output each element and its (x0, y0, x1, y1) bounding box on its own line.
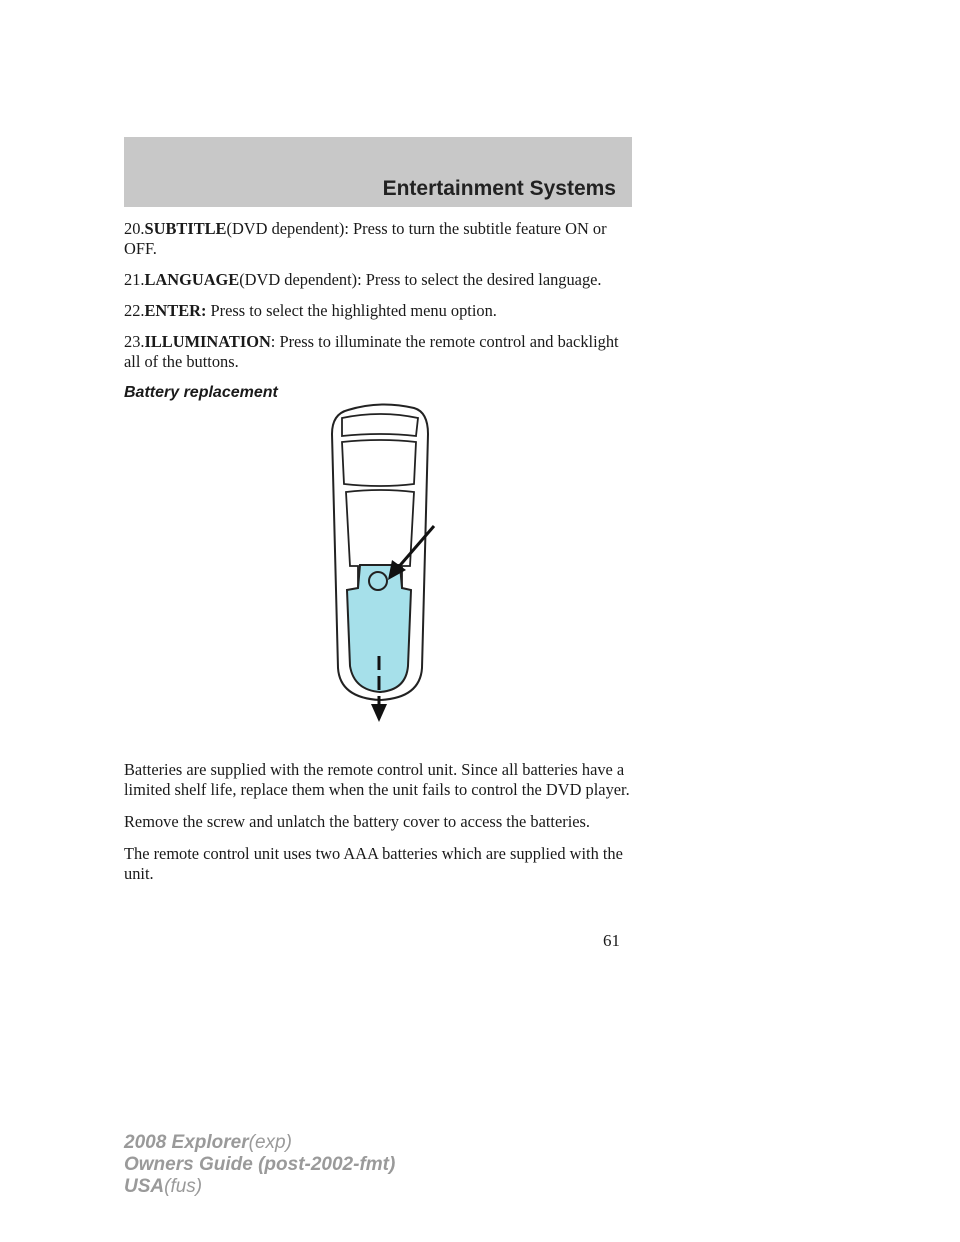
list-item: 22.ENTER: Press to select the highlighted menu option. (124, 301, 497, 320)
subsection-heading: Battery replacement (124, 384, 278, 401)
slide-direction-arrowhead (371, 704, 387, 722)
footer-line: USA(fus) (124, 1176, 203, 1197)
item-term: LANGUAGE (144, 270, 240, 289)
page-number: 61 (603, 931, 620, 950)
paragraph: Remove the screw and unlatch the battery cover to access the batteries. (124, 812, 591, 831)
screw-icon (369, 572, 387, 590)
list-item: 20.SUBTITLE(DVD dependent): Press to turn the subtitle feature ON or OFF. (124, 219, 607, 258)
remote-control-illustration (310, 398, 470, 728)
item-term: ENTER: (144, 301, 207, 320)
paragraph: The remote control unit uses two AAA batteries which are supplied with the unit. (124, 844, 623, 883)
battery-instructions (124, 760, 636, 896)
paragraph: Batteries are supplied with the remote control unit. Since all batteries have a limited shelf life, replace them when the unit fails to control the DVD player. (124, 760, 630, 799)
list-item: 23.ILLUMINATION: Press to illuminate the remote control and backlight all of the buttons. (124, 332, 619, 371)
item-term: ILLUMINATION (144, 332, 271, 351)
header-band (124, 137, 632, 207)
section-title: Entertainment Systems (382, 177, 616, 200)
footer (124, 1132, 395, 1198)
footer-line: 2008 Explorer(exp) (124, 1132, 292, 1153)
list-item: 21.LANGUAGE(DVD dependent): Press to select the desired language. (124, 270, 602, 289)
footer-line: Owners Guide (post-2002-fmt) (124, 1154, 396, 1175)
item-term: SUBTITLE (144, 219, 227, 238)
main-content (124, 219, 636, 413)
